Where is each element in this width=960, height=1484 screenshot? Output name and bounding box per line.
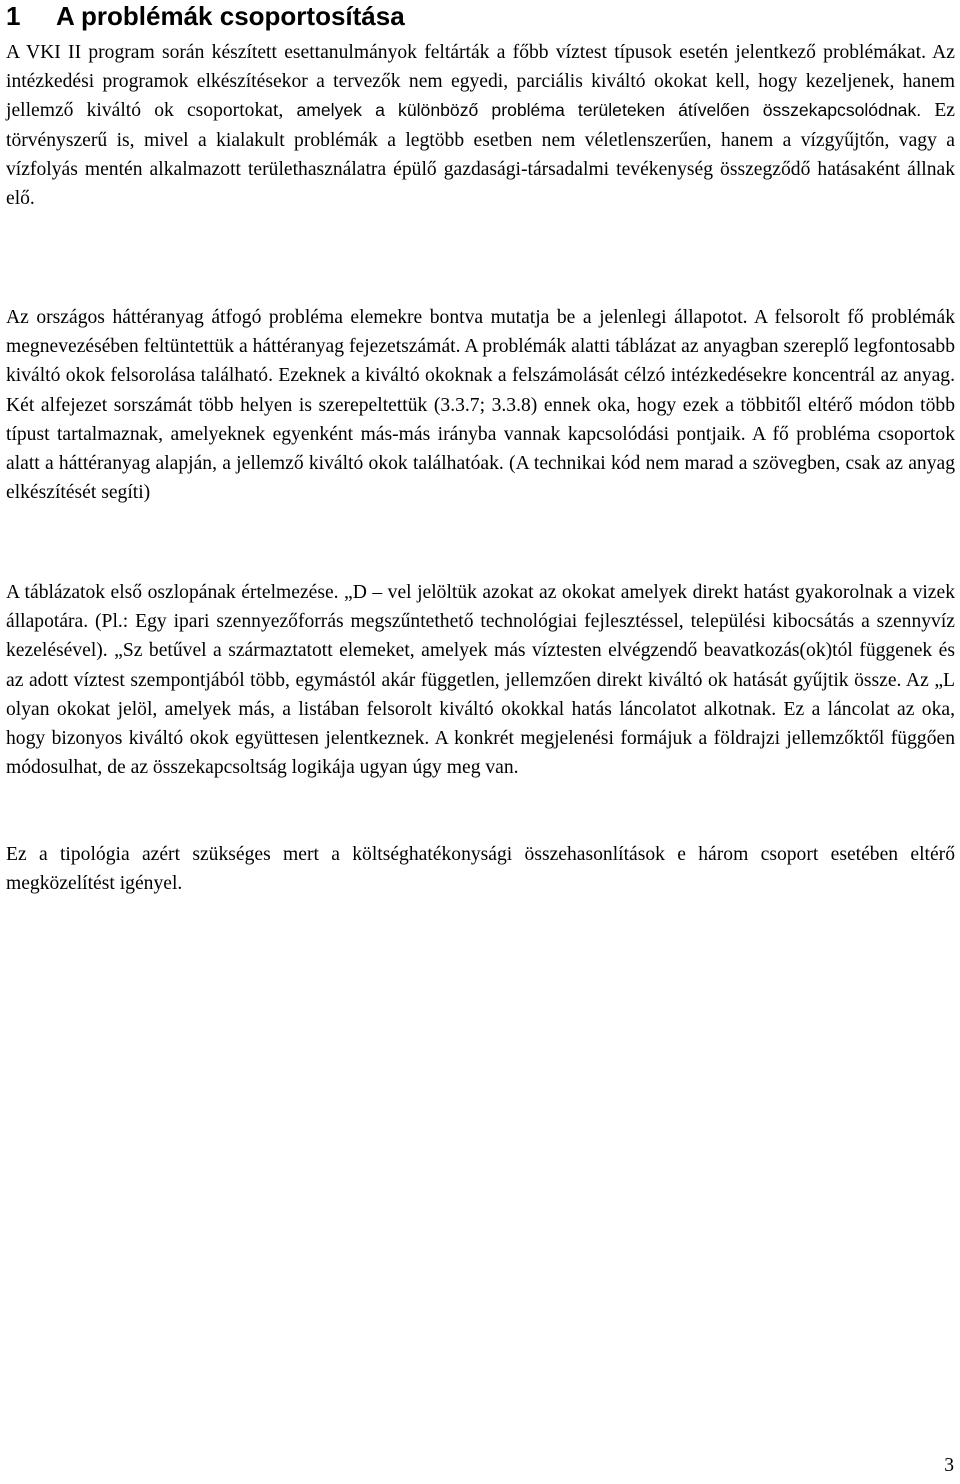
paragraph-intro-part3: Ez törvényszerű is, mivel a kialakult problémák a legtöbb esetben nem véletlenszerűen, hanem a vízgyűjtőn, vagy a vízfolyás mentén alkalmazott területhasználatra épülő gazdasági-társadalmi tevékenység összegződő hatásaként állnak elő. bbox=[6, 100, 955, 210]
paragraph-intro-part1: A VKI II program során készített esettanulmányok feltárták a főbb víztest típusok esetén jelentkező problémákat. Az intézkedési programok elkészítésekor a tervezők nem egyedi, parciális kiváltó okokat kell, hogy kezeljenek, hanem jellemző kiváltó ok csoportokat, bbox=[6, 42, 955, 122]
paragraph-background: Az országos háttéranyag átfogó probléma elemekre bontva mutatja be a jelenlegi állapotot. A felsorolt fő problémák megnevezésében feltüntettük a háttéranyag fejezetszámát. A problémák alatti táblázat az anyagban szereplő legfontosabb kiváltó okok felsorolása található. Ezeknek a kiváltó okoknak a felszámolását célzó intézkedésekre koncentrál az anyag. Két alfejezet sorszámát több helyen is szerepeltettük (3.3.7; 3.3.8) ennek oka, hogy ezek a többitől eltérő módon több típust tartalmaznak, amelyeknek egyenként más-más irányba vannak kapcsolódási pontjaik. A fő probléma csoportok alatt a háttéranyag alapján, a jellemző kiváltó okok találhatóak. (A technikai kód nem marad a szövegben, csak az anyag elkészítését segíti) bbox=[6, 307, 955, 504]
paragraph-typology: Ez a tipológia azért szükséges mert a költséghatékonysági összehasonlítások e három csoport esetében eltérő megközelítést igényel. bbox=[6, 844, 955, 895]
section-title: A problémák csoportosítása bbox=[56, 1, 405, 31]
section-number: 1 bbox=[6, 1, 21, 31]
section-heading bbox=[6, 0, 955, 32]
page-number: 3 bbox=[944, 1455, 954, 1476]
paragraph-intro bbox=[6, 38, 955, 213]
paragraph-table-interpretation: A táblázatok első oszlopának értelmezése. „D – vel jelöltük azokat az okokat amelyek direkt hatást gyakorolnak a vizek állapotára. (Pl.: Egy ipari szennyezőforrás megszűntethető technológiai fejlesztéssel, települési kibocsátás a szennyvíz kezelésével). „Sz betűvel a származtatott elemeket, amelyek más víztesten elvégzendő beavatkozás(ok)tól függenek és az adott víztest szempontjából több, egymástól akár független, jellemzően direkt kiváltó ok hatását gyűjtik össze. Az „L olyan okokat jelöl, amelyek más, a listában felsorolt kiváltó okokkal hatás láncolatot alkotnak. Ez a láncolat az oka, hogy bizonyos kiváltó okok együttesen jelentkeznek. A konkrét megjelenési formájuk a földrajzi jellemzőktől függően módosulhat, de az összekapcsoltság logikája ugyan úgy meg van. bbox=[6, 582, 955, 779]
document-page bbox=[6, 0, 955, 895]
paragraph-intro-part2: amelyek a különböző probléma területeken átívelően összekapcsolódnak. bbox=[296, 100, 922, 121]
